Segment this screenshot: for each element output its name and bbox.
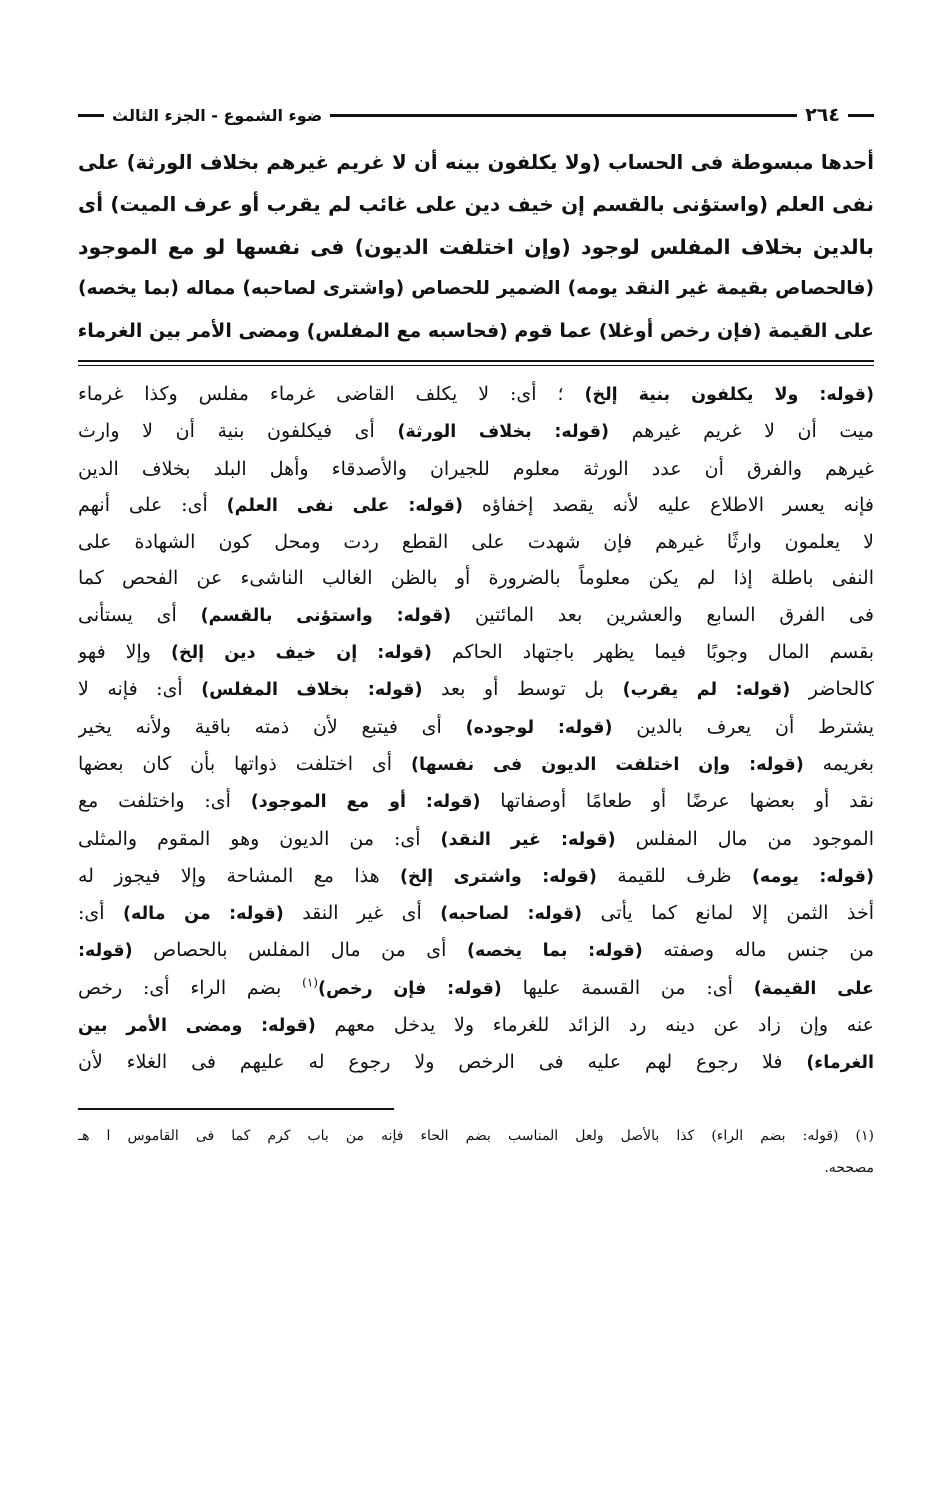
commentary-line [78, 746, 874, 783]
commentary-line [78, 783, 874, 820]
commentary-segment: وإلا فهو [78, 641, 171, 664]
commentary-line [78, 413, 874, 450]
commentary-segment: فإنه يعسر الاطلاع عليه لأنه يقصد إخفاؤه [462, 493, 874, 516]
main-text-line: على القيمة (فإن رخص أوغلا) عما قوم (فحاسبه مع المفلس) ومضى الأمر بين الغرماء [78, 320, 874, 342]
commentary-segment: أى: على أنهم [78, 493, 227, 516]
commentary-segment: بضم الراء أى: رخص [78, 976, 303, 999]
commentary-line [78, 524, 874, 560]
commentary-line [78, 634, 874, 671]
main-text-line: أحدها مبسوطة فى الحساب (ولا يكلفون بينه أن لا غريم غيرهم بخلاف الورثة) على [78, 151, 874, 174]
quoted-lemma: (قوله: وإن اختلفت الديون فى نفسها) [411, 754, 804, 775]
commentary-segment: أى: فإنه لا [78, 678, 202, 701]
commentary-segment: أى من مال المفلس بالحصاص [132, 939, 467, 962]
commentary-line [78, 1044, 874, 1081]
footnotes [78, 1120, 874, 1184]
commentary-line [78, 1007, 874, 1044]
main-text-line: (فالحصاص بقيمة غير النقد يومه) الضمير للحصاص (واشترى لصاحبه) مماله (بما يخصه) [78, 278, 874, 299]
running-header [78, 100, 874, 130]
commentary-line [78, 970, 874, 1007]
commentary-segment: أى: واختلفت مع [78, 790, 251, 813]
commentary-segment: فى الفرق السابع والعشرين بعد المائتين [451, 603, 874, 626]
header-dash-left [78, 114, 104, 117]
book-title: ضوء الشموع - الجزء الثالث [112, 105, 323, 125]
commentary-segment: بغريمه [803, 752, 874, 775]
footnote-marker: (١) [302, 975, 318, 990]
quoted-lemma: (قوله: بخلاف الورثة) [397, 422, 610, 443]
commentary-segment: بقسم المال وجوبًا فيما يظهر باجتهاد الحاكم [431, 641, 874, 664]
quoted-lemma: (قوله: يومه) [751, 866, 874, 887]
commentary-segment: أخذ الثمن إلا لمانع كما يأتى [582, 902, 874, 925]
commentary-segment: يشترط أن يعرف بالدين [612, 715, 874, 738]
main-text-line: بالدين بخلاف المفلس لوجود (وإن اختلفت الديون) فى نفسها لو مع الموجود [78, 235, 874, 259]
quoted-lemma: (قوله: لصاحبه) [440, 904, 583, 925]
main-text-line: نفى العلم (واستؤنى بالقسم إن خيف دين على غائب لم يقرب أو عرف الميت) أى [78, 193, 874, 216]
book-page [78, 100, 874, 1184]
quoted-lemma: على القيمة) [753, 978, 874, 999]
commentary-segment: أى: من القسمة عليها [501, 976, 754, 999]
commentary-segment: غيرهم والفرق أن عدد الورثة معلوم للجيران والأصدقاء وأهل البلد بخلاف الدين [78, 457, 874, 480]
commentary-segment: الموجود من مال المفلس [615, 827, 874, 850]
commentary-line [78, 487, 874, 524]
quoted-lemma: (قوله: أو مع الموجود) [250, 792, 481, 813]
commentary-segment: ؛ أى: لا يكلف القاضى غرماء مفلس وكذا غرماء [78, 383, 585, 405]
commentary-line [78, 821, 874, 858]
commentary-segment: هذا مع المشاحة وإلا فيجوز له [78, 864, 400, 887]
commentary-segment: من جنس ماله وصفته [642, 939, 874, 962]
commentary-segment: أى: من الديون وهو المقوم والمثلى [78, 827, 441, 850]
commentary-line [78, 451, 874, 487]
commentary-segment: أى فيكلفون بنية أن لا وارث [78, 420, 398, 443]
commentary-segment: كالحاضر [790, 678, 874, 701]
commentary-line [78, 932, 874, 969]
quoted-lemma: (قوله: واستؤنى بالقسم) [200, 605, 452, 626]
header-rule [330, 114, 797, 117]
commentary-line [78, 376, 874, 413]
commentary-line [78, 560, 874, 596]
quoted-lemma: (قوله: إن خيف دين إلخ) [170, 643, 432, 664]
commentary-segment: أى غير النقد [283, 902, 441, 925]
commentary-line [78, 597, 874, 634]
quoted-lemma: (قوله: لوجوده) [465, 717, 613, 738]
commentary-segment: أى: [78, 902, 123, 925]
commentary-segment: أى يستأنى [78, 603, 201, 626]
footnote-rule [78, 1108, 394, 1110]
commentary-segment: فلا رجوع لهم عليه فى الرخص ولا رجوع له عليهم فى الغلاء لأن [78, 1051, 807, 1074]
commentary-segment: عنه وإن زاد عن دينه رد الزائد للغرماء ولا يدخل معهم [315, 1014, 874, 1037]
quoted-lemma: (قوله: واشترى إلخ) [400, 866, 597, 887]
commentary-segment: لا يعلمون وارثًا غيرهم فإن شهدت على القطع ردت ومحل كون الشهادة على [78, 531, 874, 554]
quoted-lemma: (قوله: [78, 941, 133, 962]
quoted-lemma: الغرماء) [806, 1053, 874, 1074]
commentary-line [78, 709, 874, 746]
commentary-line [78, 895, 874, 932]
footnote-line: (١) (قوله: بضم الراء) كذا بالأصل ولعل المناسب بضم الحاء فإنه من باب كرم كما فى القاموس ا هـ [78, 1127, 874, 1144]
header-dash-right [848, 114, 874, 117]
quoted-lemma: (قوله: بما يخصه) [466, 941, 643, 962]
commentary-line [78, 671, 874, 708]
footnote-line: مصححه. [824, 1159, 874, 1176]
commentary-segment: بل توسط أو بعد [422, 678, 623, 701]
commentary-text [78, 376, 874, 1082]
main-text [78, 142, 874, 352]
commentary-segment: نقد أو بعضها عرضًا أو طعامًا أوصفاتها [480, 790, 874, 813]
quoted-lemma: (قوله: غير النقد) [440, 829, 616, 850]
quoted-lemma: (قوله: فإن رخص) [317, 978, 502, 999]
quoted-lemma: (قوله: من ماله) [123, 904, 284, 925]
commentary-segment: أى فيتبع لأن ذمته باقية ولأنه يخير [78, 715, 466, 738]
quoted-lemma: (قوله: ولا يكلفون بنية إلخ) [584, 385, 874, 405]
main-text-separator [78, 360, 874, 366]
page-number: ٢٦٤ [805, 104, 840, 126]
commentary-line [78, 858, 874, 895]
quoted-lemma: (قوله: لم يقرب) [622, 680, 791, 701]
quoted-lemma: (قوله: بخلاف المفلس) [201, 680, 423, 701]
quoted-lemma: (قوله: على نفى العلم) [226, 495, 463, 516]
commentary-segment: أى اختلفت ذواتها بأن كان بعضها [78, 752, 411, 775]
commentary-segment: ظرف للقيمة [596, 864, 752, 887]
commentary-segment: ميت أن لا غريم غيرهم [609, 420, 874, 443]
commentary-segment: النفى باطلة إذا لم يكن معلوماً بالضرورة أو بالظن الغالب الناشىء عن الفحص كما [78, 567, 874, 590]
quoted-lemma: (قوله: ومضى الأمر بين [78, 1016, 316, 1037]
